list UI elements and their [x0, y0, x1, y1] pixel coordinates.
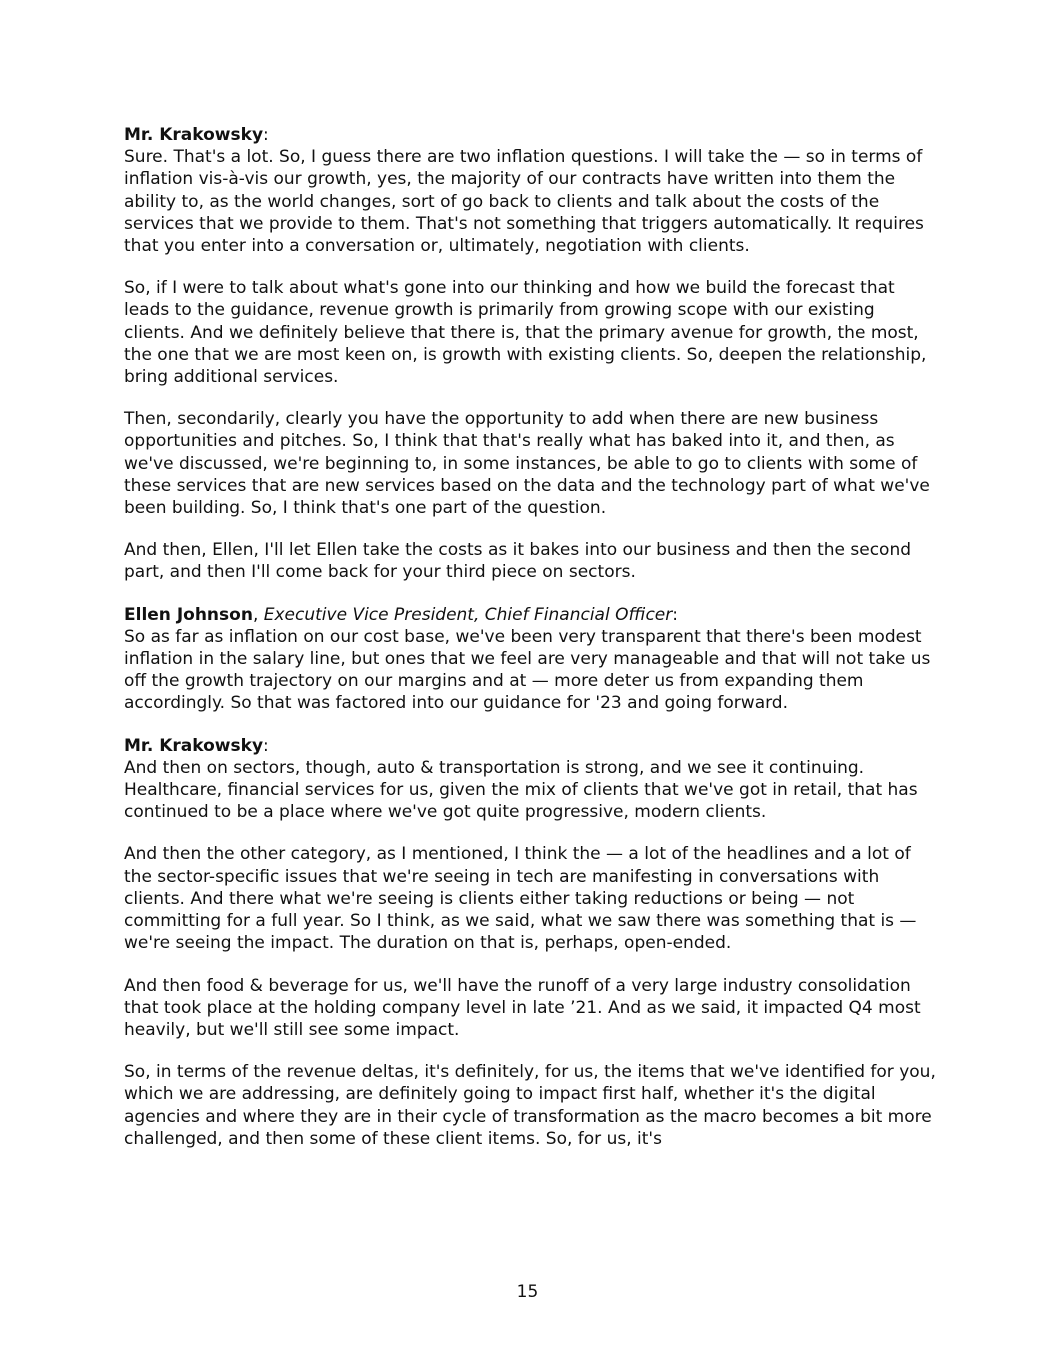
speaker-name: Ellen Johnson: [124, 604, 253, 625]
speaker-line: Mr. Krakowsky:: [124, 125, 269, 145]
paragraph: Then, secondarily, clearly you have the opportunity to add when there are new business opportunities and pitches. So, I think that that's really what has baked into it, and then, as we've discussed, we're beginning to, in some instances, be able to go to clients with some of these services that are new services based on the data and the technology part of what we've been building. So, I think that's one part of the question.: [124, 409, 930, 519]
speaker-line: Ellen Johnson, Executive Vice President, Chief Financial Officer:: [124, 604, 678, 625]
paragraph: Sure. That's a lot. So, I guess there are two inflation questions. I will take the — so in terms of inflation vis-à-vis our growth, yes, the majority of our contracts have written into them the ability to, as the world changes, sort of go back to clients and talk about the costs of the services that we provide to them. That's not something that triggers automatically. It requires that you enter into a conversation or, ultimately, negotiation with clients.: [124, 147, 924, 257]
paragraph: And then on sectors, though, auto & transportation is strong, and we see it continuing. Healthcare, financial services for us, given the mix of clients that we've got in retail, that has continued to be a place where we've got quite progressive, modern clients.: [124, 757, 918, 823]
speaker-line: Mr. Krakowsky:: [124, 735, 269, 756]
paragraph: And then, Ellen, I'll let Ellen take the costs as it bakes into our business and then the second part, and then I'll come back for your third piece on sectors.: [124, 540, 912, 583]
speaker-turn: [124, 735, 936, 1150]
speaker-turn: [124, 124, 936, 584]
page-number: 15: [516, 1282, 539, 1302]
paragraph: So as far as inflation on our cost base, we've been very transparent that there's been modest inflation in the salary line, but ones that we feel are very manageable and that will not take us off the growth trajectory on our margins and at — more deter us from expanding them accordingly. So that was factored into our guidance for '23 and going forward.: [124, 626, 931, 714]
document-body: [124, 124, 936, 1170]
paragraph: So, in terms of the revenue deltas, it's definitely, for us, the items that we've identified for you, which we are addressing, are definitely going to impact first half, whether it's the digital agencies and where they are in their cycle of transformation as the macro becomes a bit more challenged, and then some of these client items. So, for us, it's: [124, 1062, 936, 1149]
paragraph: And then the other category, as I mentioned, I think the — a lot of the headlines and a lot of the sector-specific issues that we're seeing in tech are manifesting in conversations with clients. And there what we're seeing is clients either taking reductions or being — not committing for a full year. So I think, as we said, what we saw there was something that is — we're seeing the impact. The duration on that is, perhaps, open-ended.: [124, 844, 917, 954]
speaker-title: Executive Vice President, Chief Financial Officer: [263, 604, 673, 625]
speaker-name: Mr. Krakowsky: [124, 735, 264, 756]
speaker-turn: [124, 604, 936, 715]
paragraph: So, if I were to talk about what's gone into our thinking and how we build the forecast that leads to the guidance, revenue growth is primarily from growing scope with our existing clients. And we definitely believe that there is, that the primary avenue for growth, the most, the one that we are most keen on, is growth with existing clients. So, deepen the relationship, bring additional services.: [124, 278, 927, 388]
paragraph: And then food & beverage for us, we'll have the runoff of a very large industry consolidation that took place at the holding company level in late ’21. And as we said, it impacted Q4 most heavily, but we'll still see some impact.: [124, 975, 921, 1040]
speaker-name: Mr. Krakowsky: [124, 125, 264, 145]
